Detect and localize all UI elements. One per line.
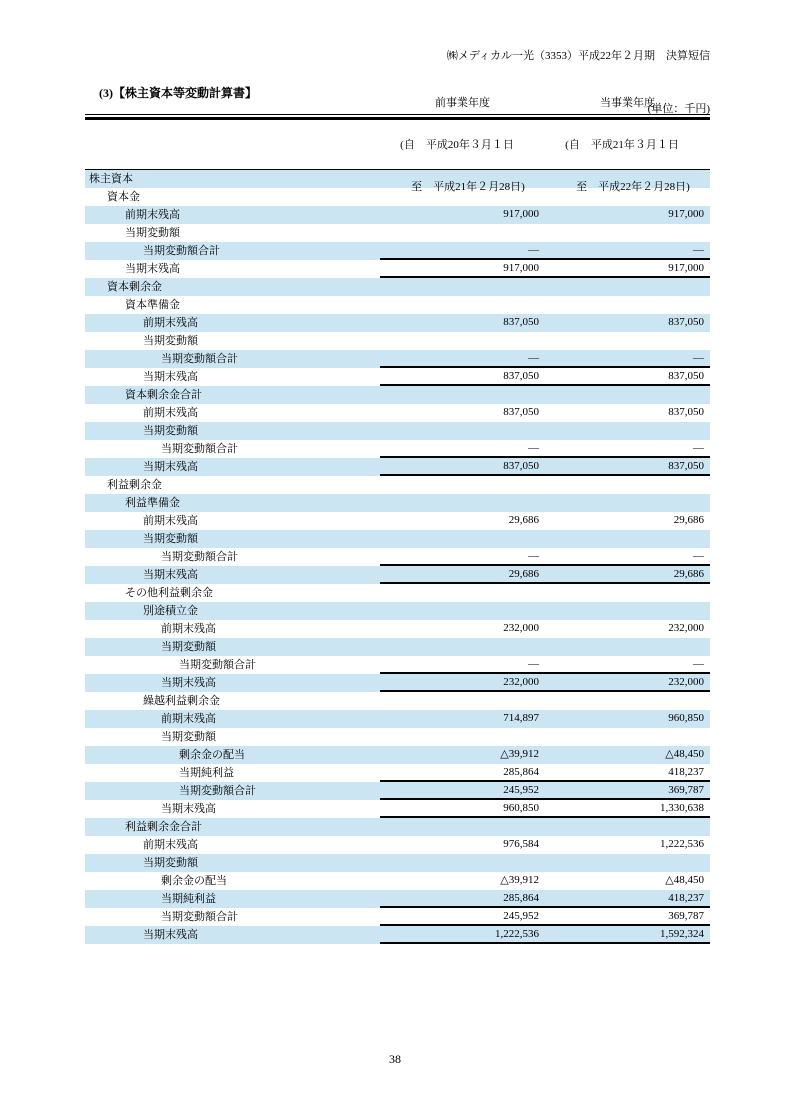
value-prev-year: 837,050 [503,460,539,472]
table-row [85,872,710,890]
table-row [85,170,710,188]
value-prev-year: 837,050 [503,406,539,418]
value-curr-year: △48,450 [665,748,704,760]
value-prev-year [380,188,545,206]
row-values [380,440,710,458]
row-values [380,458,710,476]
page-number: 38 [389,1052,401,1066]
row-values [380,656,710,674]
table-row [85,602,710,620]
row-values [380,890,710,908]
row-values [380,332,710,350]
row-label: 前期末残高 [143,407,198,419]
value-curr-year: 369,787 [668,784,704,796]
row-label: 当期純利益 [179,767,234,779]
prev-year-to: 至 平成21年２月28日) [400,180,525,193]
curr-year-title: 当事業年度 [599,96,655,109]
table-row [85,818,710,836]
row-values [380,674,710,692]
value-curr-year: 960,850 [668,712,704,724]
row-label: 当期変動額合計 [161,443,238,455]
row-label: 資本剰余金 [107,281,162,293]
value-curr-year [545,386,710,404]
row-values [380,836,710,854]
row-values [380,872,710,890]
row-values [380,224,710,242]
row-values [380,638,710,656]
value-prev-year [380,602,545,620]
value-prev-year: 285,864 [503,766,539,778]
row-label: 当期変動額 [143,335,198,347]
value-curr-year [545,494,710,512]
table-row [85,926,710,944]
table-row [85,332,710,350]
row-values [380,170,710,188]
value-curr-year [545,332,710,350]
row-label: 資本剰余金合計 [125,389,202,401]
value-prev-year: 960,850 [503,802,539,814]
table-row [85,296,710,314]
value-prev-year [380,494,545,512]
prev-year-title: 前事業年度 [434,96,490,109]
row-values [380,242,710,260]
value-curr-year: 917,000 [668,262,704,274]
value-curr-year: 837,050 [668,316,704,328]
row-label: 前期末残高 [161,713,216,725]
value-curr-year [545,602,710,620]
value-curr-year [545,530,710,548]
table-row [85,584,710,602]
value-curr-year: 29,686 [673,568,704,580]
table-row [85,890,710,908]
value-prev-year [380,296,545,314]
table-row [85,458,710,476]
value-prev-year: 29,686 [508,514,539,526]
row-values [380,692,710,710]
row-values [380,368,710,386]
row-values [380,908,710,926]
row-label: 当期末残高 [125,263,180,275]
value-prev-year: 837,050 [503,370,539,382]
row-label: 当期末残高 [161,803,216,815]
table-row [85,242,710,260]
row-values [380,404,710,422]
table-row [85,674,710,692]
value-curr-year: 232,000 [668,676,704,688]
prev-year-from: (自 平成20年３月１日 [400,138,514,151]
row-label: 当期変動額合計 [161,911,238,923]
table-row [85,278,710,296]
value-curr-year: 917,000 [668,208,704,220]
value-prev-year [380,638,545,656]
row-label: 当期変動額 [143,857,198,869]
row-label: 当期変動額 [143,425,198,437]
table-row [85,386,710,404]
row-label: 前期末残高 [143,317,198,329]
table-row [85,854,710,872]
value-prev-year: 917,000 [503,262,539,274]
table-row [85,638,710,656]
table-row [85,440,710,458]
table-row [85,188,710,206]
row-values [380,818,710,836]
value-curr-year [545,728,710,746]
table-row [85,260,710,278]
value-prev-year: 917,000 [503,208,539,220]
curr-year-from: (自 平成21年３月１日 [565,138,679,151]
value-curr-year: 1,330,638 [660,802,704,814]
value-curr-year: 837,050 [668,406,704,418]
unit-label: (単位：千円) [647,103,710,115]
value-prev-year [380,386,545,404]
row-label: 当期変動額合計 [161,551,238,563]
row-label: 別途積立金 [143,605,198,617]
table-row [85,728,710,746]
value-prev-year: △39,912 [500,874,539,886]
value-curr-year: 837,050 [668,460,704,472]
value-prev-year: 837,050 [503,316,539,328]
row-values [380,764,710,782]
value-prev-year [380,224,545,242]
value-prev-year: ― [528,658,539,670]
row-values [380,782,710,800]
value-prev-year [380,170,545,188]
table-row [85,908,710,926]
row-label: 当期変動額合計 [161,353,238,365]
table-row [85,710,710,728]
value-prev-year: ― [528,352,539,364]
section-title: (3)【株主資本等変動計算書】 [99,86,257,100]
row-values [380,566,710,584]
value-prev-year: 245,952 [503,784,539,796]
table-row [85,494,710,512]
value-curr-year: 418,237 [668,766,704,778]
row-label: 当期変動額合計 [179,659,256,671]
value-prev-year [380,278,545,296]
row-values [380,260,710,278]
value-curr-year: 418,237 [668,892,704,904]
table-row [85,206,710,224]
value-prev-year [380,818,545,836]
row-label: 資本準備金 [125,299,180,311]
value-curr-year: 369,787 [668,910,704,922]
table-row [85,314,710,332]
row-values [380,278,710,296]
table-row [85,368,710,386]
value-prev-year: 285,864 [503,892,539,904]
row-values [380,422,710,440]
row-values [380,710,710,728]
document-header: ㈱メディカル一光（3353）平成22年２月期 決算短信 [446,50,710,62]
value-curr-year: ― [693,550,704,562]
row-label: 当期純利益 [161,893,216,905]
row-values [380,620,710,638]
table-row [85,512,710,530]
value-prev-year [380,584,545,602]
row-label: 株主資本 [89,173,133,185]
row-values [380,800,710,818]
value-curr-year [545,278,710,296]
row-label: 前期末残高 [143,515,198,527]
value-curr-year: △48,450 [665,874,704,886]
table-body [85,170,710,944]
row-values [380,728,710,746]
row-label: 当期末残高 [143,461,198,473]
value-curr-year: 1,222,536 [660,838,704,850]
value-curr-year [545,854,710,872]
row-values [380,494,710,512]
value-prev-year: 245,952 [503,910,539,922]
table-row [85,566,710,584]
row-label: 当期変動額合計 [179,785,256,797]
row-values [380,476,710,494]
curr-year-to: 至 平成22年２月28日) [565,180,690,193]
value-prev-year: 29,686 [508,568,539,580]
value-curr-year: ― [693,442,704,454]
value-prev-year [380,854,545,872]
value-curr-year: 232,000 [668,622,704,634]
value-curr-year: ― [693,658,704,670]
value-prev-year [380,530,545,548]
row-label: 当期変動額 [143,533,198,545]
row-values [380,206,710,224]
value-prev-year [380,422,545,440]
row-values [380,386,710,404]
value-prev-year: 1,222,536 [495,928,539,940]
row-label: 当期変動額合計 [143,245,220,257]
value-curr-year [545,422,710,440]
table-row [85,692,710,710]
table-row [85,620,710,638]
row-values [380,296,710,314]
row-label: 剰余金の配当 [161,875,227,887]
row-values [380,926,710,944]
row-values [380,314,710,332]
row-label: 利益剰余金 [107,479,162,491]
row-values [380,188,710,206]
value-curr-year: 29,686 [673,514,704,526]
value-curr-year [545,476,710,494]
value-curr-year [545,584,710,602]
row-label: 当期末残高 [143,569,198,581]
row-values [380,548,710,566]
row-label: 当期変動額 [125,227,180,239]
table-row [85,350,710,368]
row-label: 前期末残高 [125,209,180,221]
row-label: 資本金 [107,191,140,203]
table-row [85,224,710,242]
value-curr-year [545,224,710,242]
table-row [85,404,710,422]
value-prev-year: ― [528,244,539,256]
row-values [380,530,710,548]
value-prev-year: 232,000 [503,676,539,688]
value-prev-year: ― [528,442,539,454]
value-curr-year [545,188,710,206]
table-row [85,800,710,818]
row-label: 当期末残高 [143,371,198,383]
row-label: 当期末残高 [143,929,198,941]
value-curr-year: 1,592,324 [660,928,704,940]
table-row [85,782,710,800]
row-label: 利益剰余金合計 [125,821,202,833]
table-row [85,476,710,494]
value-prev-year [380,728,545,746]
row-label: その他利益剰余金 [125,587,213,599]
row-label: 前期末残高 [143,839,198,851]
row-label: 前期末残高 [161,623,216,635]
value-curr-year [545,296,710,314]
row-label: 繰越利益剰余金 [143,695,220,707]
value-curr-year [545,818,710,836]
table-row [85,422,710,440]
table-row [85,530,710,548]
row-label: 当期末残高 [161,677,216,689]
value-curr-year: ― [693,244,704,256]
value-curr-year [545,170,710,188]
value-prev-year: 976,584 [503,838,539,850]
value-prev-year: 232,000 [503,622,539,634]
value-prev-year: 714,897 [503,712,539,724]
row-values [380,350,710,368]
row-label: 剰余金の配当 [179,749,245,761]
table-row [85,656,710,674]
value-prev-year: △39,912 [500,748,539,760]
row-values [380,854,710,872]
table-row [85,764,710,782]
row-label: 当期変動額 [161,731,216,743]
row-label: 利益準備金 [125,497,180,509]
value-curr-year [545,638,710,656]
row-values [380,602,710,620]
value-curr-year [545,692,710,710]
table-row [85,548,710,566]
value-prev-year: ― [528,550,539,562]
row-values [380,746,710,764]
value-prev-year [380,332,545,350]
row-values [380,512,710,530]
row-values [380,584,710,602]
value-curr-year: 837,050 [668,370,704,382]
value-prev-year [380,692,545,710]
table-row [85,836,710,854]
value-curr-year: ― [693,352,704,364]
row-label: 当期変動額 [161,641,216,653]
value-prev-year [380,476,545,494]
table-row [85,746,710,764]
